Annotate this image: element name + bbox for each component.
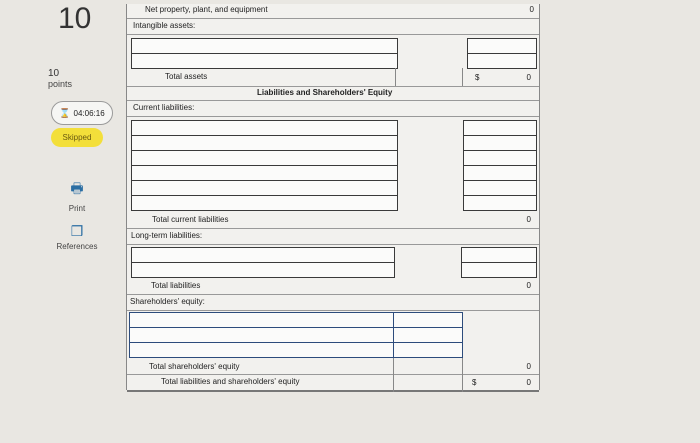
total-shareholders-equity-label: Total shareholders' equity [149,362,240,371]
total-assets-value: 0 [526,73,531,82]
total-liab-equity-row [127,374,539,392]
equity-amount-input-1[interactable] [393,312,463,328]
equity-amount-input-3[interactable] [393,342,463,358]
column-divider [393,358,394,392]
total-liabilities-label: Total liabilities [151,281,201,290]
question-number: 10 [58,2,92,35]
current-liability-input-4[interactable] [131,165,398,181]
long-term-liability-input-2[interactable] [131,262,395,278]
column-divider [462,68,463,86]
points-value: 10 [48,68,60,79]
intangible-item-input-1[interactable] [131,38,398,54]
equity-item-input-2[interactable] [129,327,394,343]
balance-sheet [126,4,540,390]
current-liabilities-label: Current liabilities: [133,103,195,112]
references-icon: ❒ [70,223,84,239]
intangible-item-input-2[interactable] [131,53,398,69]
net-ppe-label: Net property, plant, and equipment [145,5,268,14]
long-term-liability-amount-1[interactable] [461,247,537,263]
current-liability-input-6[interactable] [131,195,398,211]
current-liabilities-row [127,100,539,117]
current-liability-amount-5[interactable] [463,180,537,196]
column-divider [395,68,396,86]
current-liability-input-3[interactable] [131,150,398,166]
current-liability-input-2[interactable] [131,135,398,151]
total-liabilities-value: 0 [526,281,531,290]
equity-item-input-1[interactable] [129,312,394,328]
total-shareholders-equity-row [127,358,539,375]
total-current-liabilities-value: 0 [526,215,531,224]
current-liability-amount-2[interactable] [463,135,537,151]
liab-equity-header: Liabilities and Shareholders' Equity [257,88,393,97]
points-label: points [48,79,73,89]
long-term-liability-amount-2[interactable] [461,262,537,278]
total-current-liabilities-row [127,212,539,229]
current-liability-amount-3[interactable] [463,150,537,166]
long-term-liability-input-1[interactable] [131,247,395,263]
column-divider [462,358,463,392]
total-liab-equity-dollar: $ [472,378,477,387]
long-term-liabilities-row [127,228,539,245]
hourglass-icon: ⌛ [59,107,71,118]
total-shareholders-equity-value: 0 [526,362,531,371]
shareholders-equity-label: Shareholders' equity: [130,297,205,306]
status-badge: Skipped [51,128,103,147]
current-liability-amount-4[interactable] [463,165,537,181]
intangible-header-row [127,18,539,35]
total-liabilities-row [127,278,539,295]
timer [51,101,113,125]
total-current-liabilities-label: Total current liabilities [152,215,229,224]
intangible-label: Intangible assets: [133,21,196,30]
current-liability-input-5[interactable] [131,180,398,196]
intangible-amount-input-1[interactable] [467,38,537,54]
print-button[interactable] [47,178,107,213]
total-liab-equity-label: Total liabilities and shareholders' equity [161,377,300,386]
total-assets-dollar: $ [475,73,480,82]
net-ppe-row [127,4,539,19]
current-liability-amount-6[interactable] [463,195,537,211]
references-button[interactable] [47,223,107,251]
current-liability-amount-1[interactable] [463,120,537,136]
references-label: References [56,242,98,251]
top-right-value: 0 [529,5,534,14]
intangible-amount-input-2[interactable] [467,53,537,69]
print-label: Print [68,204,86,213]
total-assets-row [127,68,539,87]
total-liab-equity-value: 0 [526,378,531,387]
equity-amount-input-2[interactable] [393,327,463,343]
shareholders-equity-row [127,294,539,311]
current-liability-input-1[interactable] [131,120,398,136]
printer-icon: 🖶 [70,180,84,196]
timer-text: 04:06:16 [73,108,105,118]
liab-equity-header-row [127,86,539,101]
equity-item-input-3[interactable] [129,342,394,358]
total-assets-label: Total assets [165,72,208,81]
long-term-liabilities-label: Long-term liabilities: [131,231,203,240]
